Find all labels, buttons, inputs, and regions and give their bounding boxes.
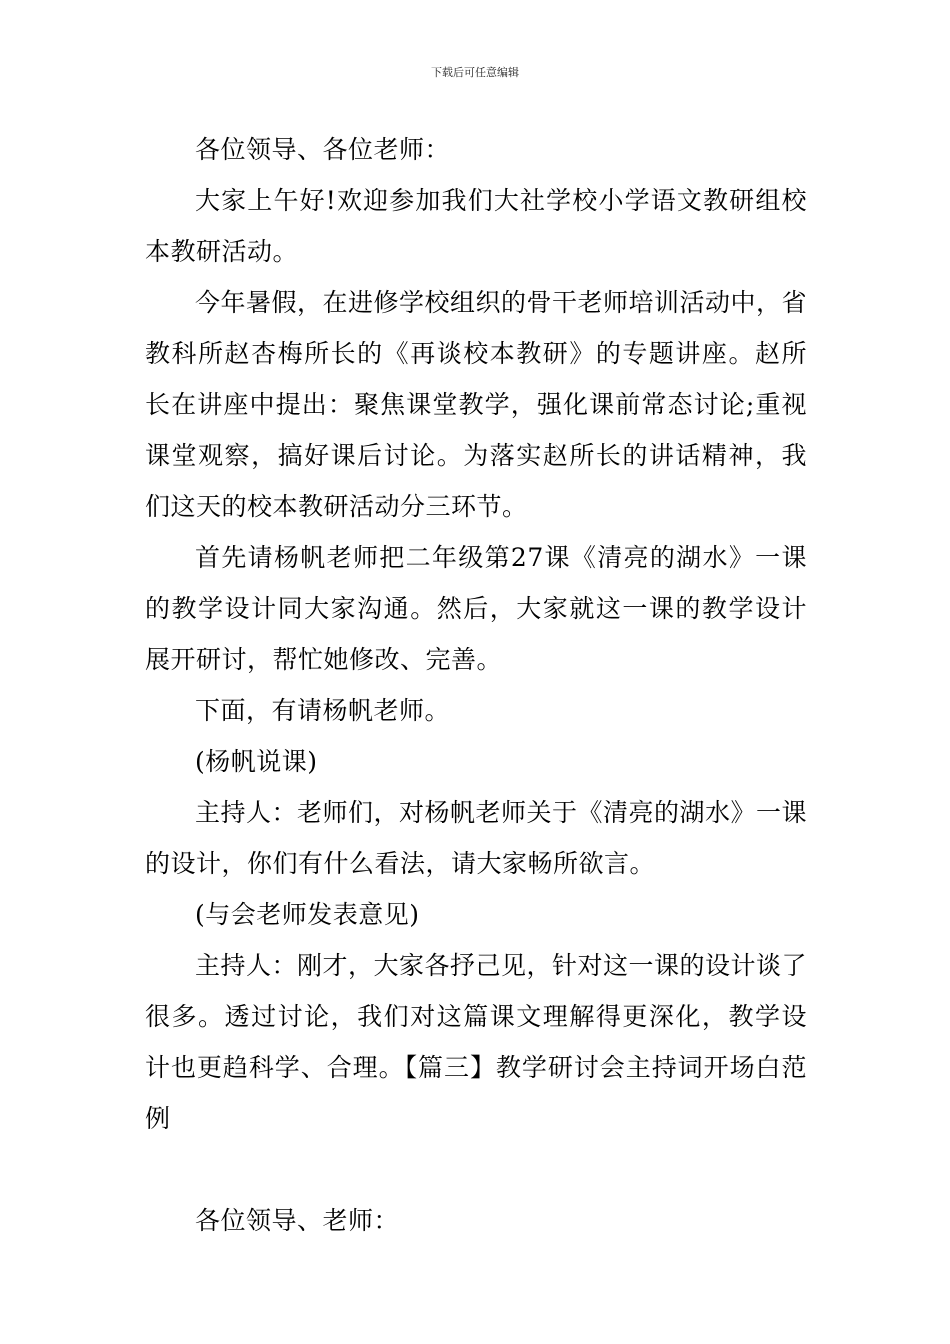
closing-greeting: 各位领导、老师：: [195, 1206, 400, 1235]
welcome-paragraph: 大家上午好!欢迎参加我们大社学校小学语文教研组校本教研活动。: [145, 186, 807, 266]
paragraph-spacer: [145, 1144, 807, 1195]
invitation-paragraph: 下面，有请杨帆老师。: [195, 696, 451, 725]
background-paragraph: 今年暑假，在进修学校组织的骨干老师培训活动中，省教科所赵杏梅所长的《再谈校本教研》的专题讲座。赵所长在讲座中提出：聚焦课堂教学，强化课前常态讨论;重视课堂观察，搞好课后讨论。为落实赵所长的讲话精神，我们这天的校本教研活动分三环节。: [145, 288, 808, 521]
stage-note-discussion: (与会老师发表意见): [195, 900, 420, 929]
document-body: [145, 124, 807, 1246]
stage-note-lecture: (杨帆说课): [195, 747, 318, 776]
agenda-paragraph: 首先请杨帆老师把二年级第27课《清亮的湖水》一课的教学设计同大家沟通。然后，大家就这一课的教学设计展开研讨，帮忙她修改、完善。: [145, 543, 807, 674]
host-summary-paragraph: 主持人：刚才，大家各抒己见，针对这一课的设计谈了很多。透过讨论，我们对这篇课文理解得更深化，教学设计也更趋科学、合理。【篇三】教学研讨会主持词开场白范例: [145, 951, 808, 1133]
host-question-paragraph: 主持人：老师们，对杨帆老师关于《清亮的湖水》一课的设计，你们有什么看法，请大家畅所欲言。: [145, 798, 808, 878]
greeting-paragraph: 各位领导、各位老师：: [195, 135, 451, 164]
page-header-note: 下载后可任意编辑: [431, 66, 519, 79]
